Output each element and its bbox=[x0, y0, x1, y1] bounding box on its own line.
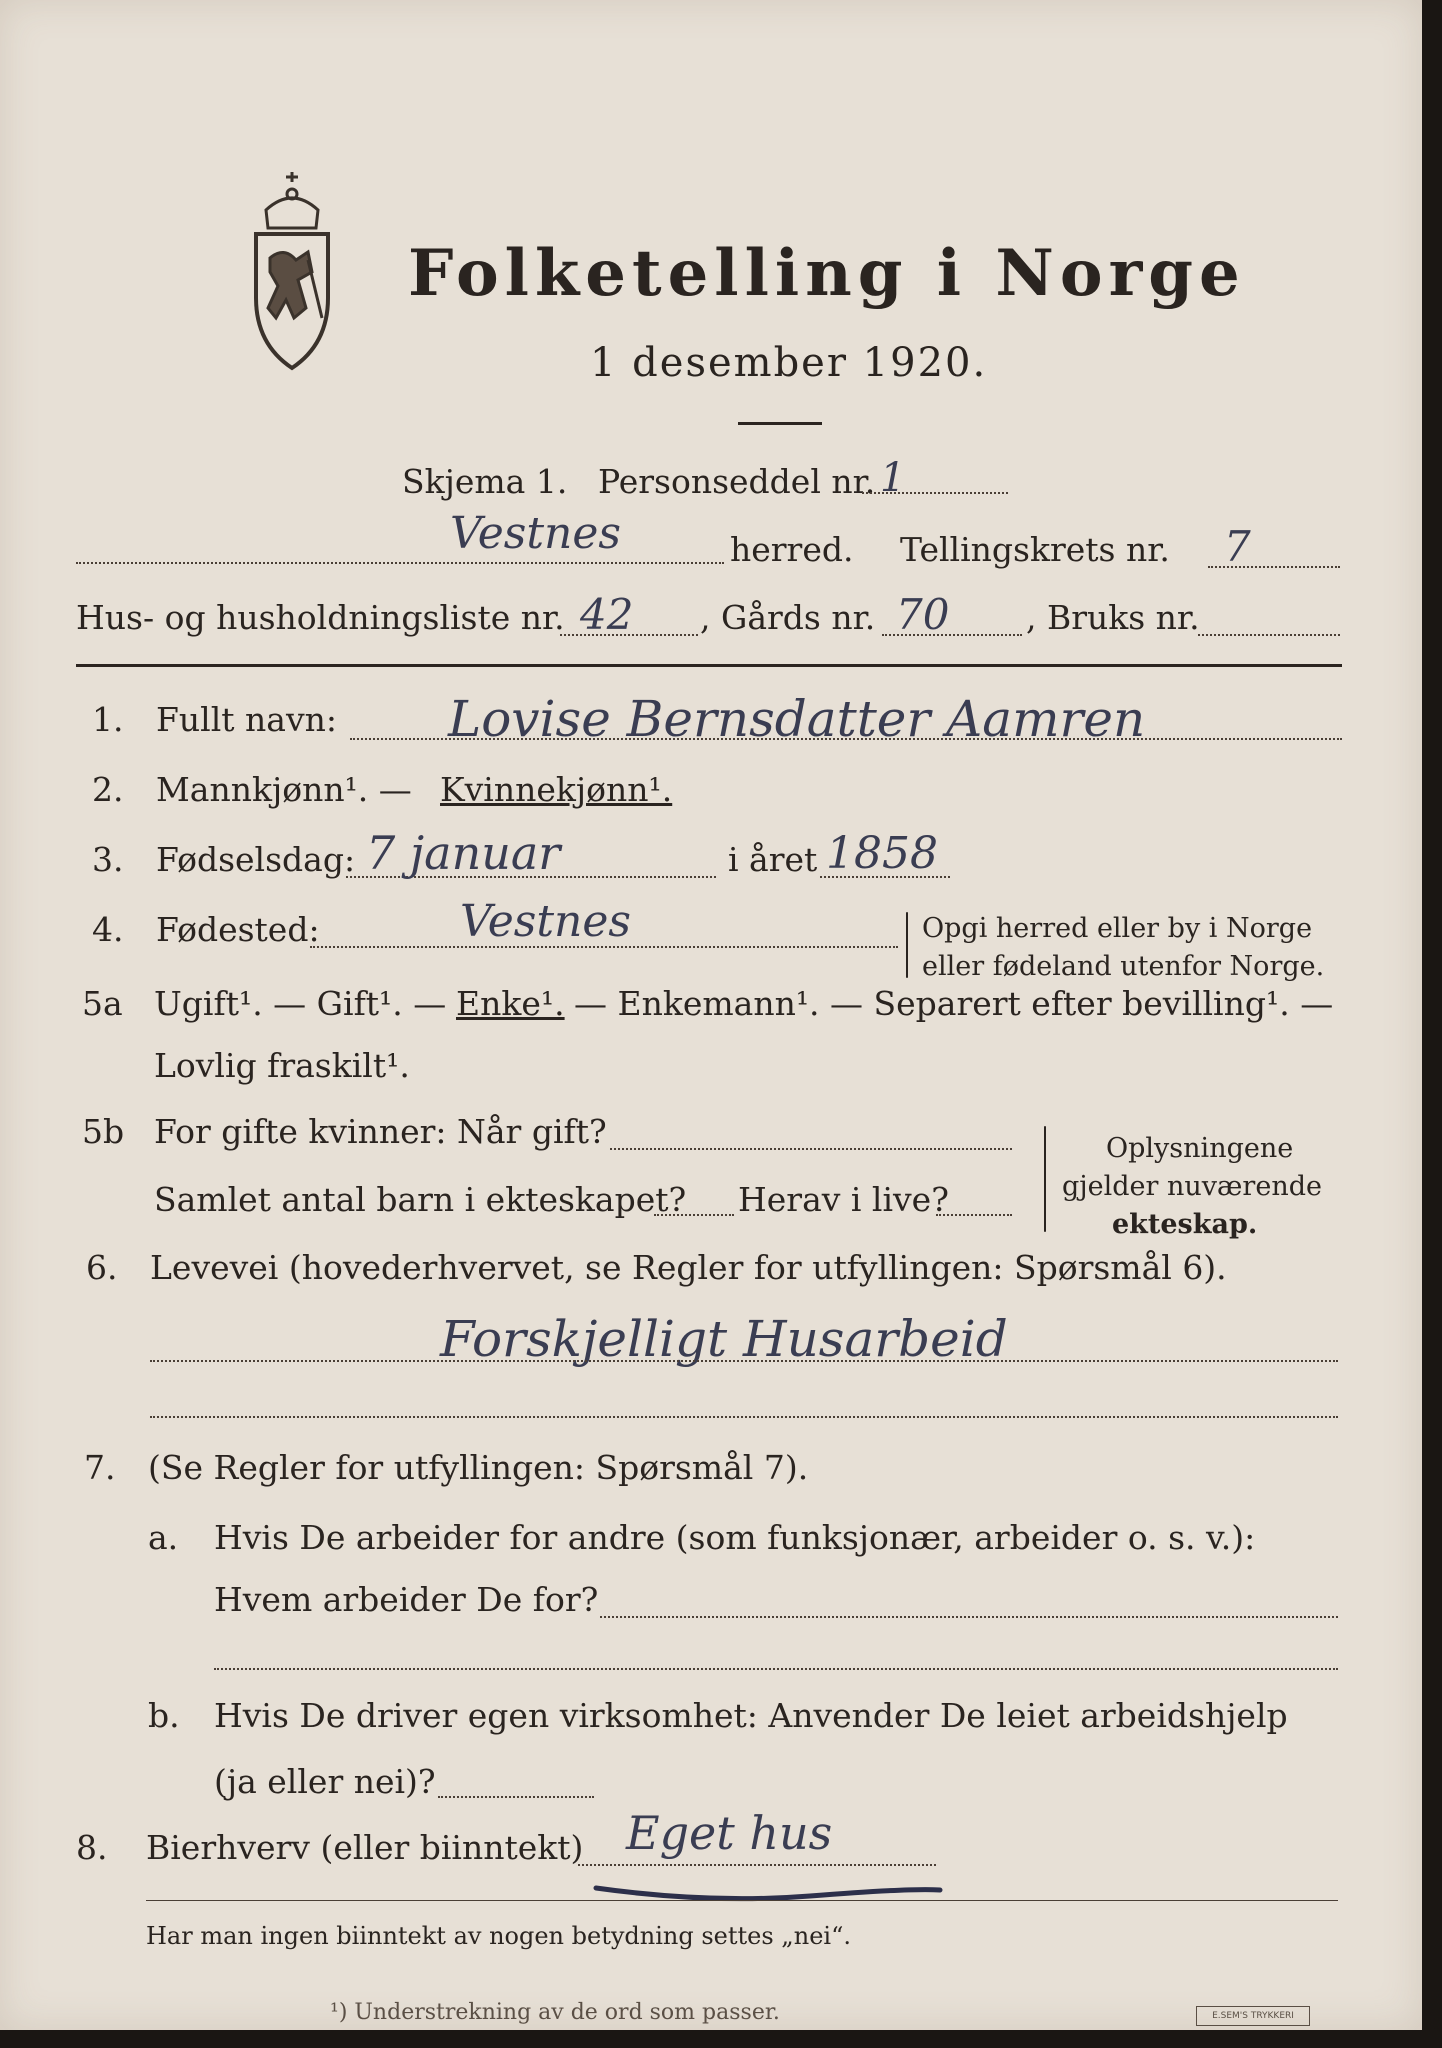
herred-label: herred. bbox=[730, 530, 854, 569]
footer-divider bbox=[146, 1900, 1338, 1901]
q3-label: Fødselsdag: bbox=[156, 840, 356, 879]
footer-note: Har man ingen biinntekt av nogen betydning settes „nei“. bbox=[146, 1922, 851, 1950]
gards-value: 70 bbox=[896, 590, 950, 639]
q1-label: Fullt navn: bbox=[156, 700, 337, 739]
tellingskrets-value: 7 bbox=[1224, 522, 1251, 571]
q6-line-2 bbox=[150, 1416, 1338, 1418]
q5b-married-label: For gifte kvinner: Når gift? bbox=[154, 1112, 607, 1151]
q3-year-label: i året bbox=[728, 840, 818, 879]
q4-number: 4. bbox=[92, 910, 124, 949]
gender-female-label: Kvinnekjønn¹. bbox=[440, 770, 673, 809]
q7b-letter: b. bbox=[148, 1696, 180, 1735]
scan-edge-bottom bbox=[0, 2030, 1442, 2048]
occupation-value: Forskjelligt Husarbeid bbox=[440, 1310, 1008, 1368]
q2-number: 2. bbox=[92, 770, 124, 809]
civil-status-widow: Enke¹. bbox=[456, 984, 565, 1023]
scan-edge-right bbox=[1422, 0, 1442, 2048]
q7a-label-1: Hvis De arbeider for andre (som funksjonær, arbeider o. s. v.): bbox=[214, 1518, 1256, 1557]
q5a-number: 5a bbox=[82, 984, 123, 1023]
q7b-label-2: (ja eller nei)? bbox=[214, 1762, 436, 1801]
header-divider bbox=[76, 664, 1342, 667]
bruks-line bbox=[1198, 634, 1340, 636]
q7-number: 7. bbox=[84, 1448, 116, 1487]
herred-line bbox=[76, 562, 724, 564]
q7b-label-1: Hvis De driver egen virksomhet: Anvender De leiet arbeidshjelp bbox=[214, 1696, 1288, 1735]
schema-label: Skjema 1. bbox=[402, 462, 568, 501]
q7a-label-2: Hvem arbeider De for? bbox=[214, 1580, 599, 1619]
q5b-note-line-2: gjelder nuværende bbox=[1062, 1171, 1322, 1202]
footer-cut-text: ¹) Understrekning av de ord som passer. bbox=[330, 2000, 780, 2025]
q8-line bbox=[578, 1864, 936, 1866]
birthdate-value: 7 januar bbox=[366, 826, 561, 880]
q4-note-line-2: eller fødeland utenfor Norge. bbox=[922, 951, 1325, 982]
bruks-label: , Bruks nr. bbox=[1026, 598, 1200, 637]
q5b-alive-line bbox=[936, 1214, 1012, 1216]
q7-label: (Se Regler for utfyllingen: Spørsmål 7). bbox=[148, 1448, 809, 1487]
q4-label: Fødested: bbox=[156, 910, 320, 949]
personseddel-value: 1 bbox=[880, 455, 906, 501]
q4-brace bbox=[906, 912, 908, 978]
side-income-value: Eget hus bbox=[626, 1806, 833, 1860]
birthplace-value: Vestnes bbox=[460, 896, 631, 947]
census-date: 1 desember 1920. bbox=[590, 340, 988, 386]
q6-number: 6. bbox=[86, 1248, 118, 1287]
q7a-letter: a. bbox=[148, 1518, 179, 1557]
civil-status-before: Ugift¹. — Gift¹. — bbox=[154, 984, 447, 1023]
tellingskrets-label: Tellingskrets nr. bbox=[900, 530, 1170, 569]
form-title: Folketelling i Norge bbox=[408, 236, 1246, 311]
herred-value: Vestnes bbox=[450, 508, 621, 559]
q7a-line-2 bbox=[214, 1668, 1338, 1670]
gender-male-label: Mannkjønn¹. — bbox=[156, 770, 412, 809]
birth-year-value: 1858 bbox=[826, 828, 938, 879]
title-divider bbox=[738, 422, 822, 425]
q5b-children-label: Samlet antal barn i ekteskapet? bbox=[154, 1180, 687, 1219]
husholdning-label: Hus- og husholdningsliste nr. bbox=[76, 598, 565, 637]
q8-number: 8. bbox=[76, 1828, 108, 1867]
personseddel-label: Personseddel nr. bbox=[598, 462, 876, 501]
q3-number: 3. bbox=[92, 840, 124, 879]
q1-number: 1. bbox=[92, 700, 124, 739]
q5b-note-line-3: ekteskap. bbox=[1112, 1209, 1258, 1240]
printer-stamp: E.SEM'S TRYKKERI bbox=[1196, 2006, 1310, 2026]
q5b-married-line bbox=[610, 1148, 1012, 1150]
full-name-value: Lovise Bernsdatter Aamren bbox=[448, 690, 1146, 748]
norway-coat-of-arms-icon bbox=[236, 168, 348, 378]
q8-label: Bierhverv (eller biinntekt) bbox=[146, 1828, 584, 1867]
civil-status-after: — Enkemann¹. — Separert efter bevilling¹. — bbox=[574, 984, 1334, 1023]
q5b-brace bbox=[1044, 1126, 1046, 1232]
q5b-alive-label: Herav i live? bbox=[738, 1180, 949, 1219]
civil-status-divorced: Lovlig fraskilt¹. bbox=[154, 1046, 410, 1085]
husholdning-value: 42 bbox=[580, 590, 634, 639]
ink-underline-stroke bbox=[590, 1870, 950, 1910]
q4-note-line-1: Opgi herred eller by i Norge bbox=[922, 913, 1313, 944]
q7a-line-1 bbox=[600, 1616, 1338, 1618]
q7b-line bbox=[438, 1796, 594, 1798]
q6-label: Levevei (hovederhvervet, se Regler for utfyllingen: Spørsmål 6). bbox=[150, 1248, 1227, 1287]
q5b-number: 5b bbox=[82, 1112, 125, 1151]
q5b-note-line-1: Oplysningene bbox=[1106, 1133, 1294, 1164]
gards-label: , Gårds nr. bbox=[700, 598, 876, 637]
q6-line-1 bbox=[150, 1360, 1338, 1362]
q5b-children-line bbox=[654, 1214, 734, 1216]
